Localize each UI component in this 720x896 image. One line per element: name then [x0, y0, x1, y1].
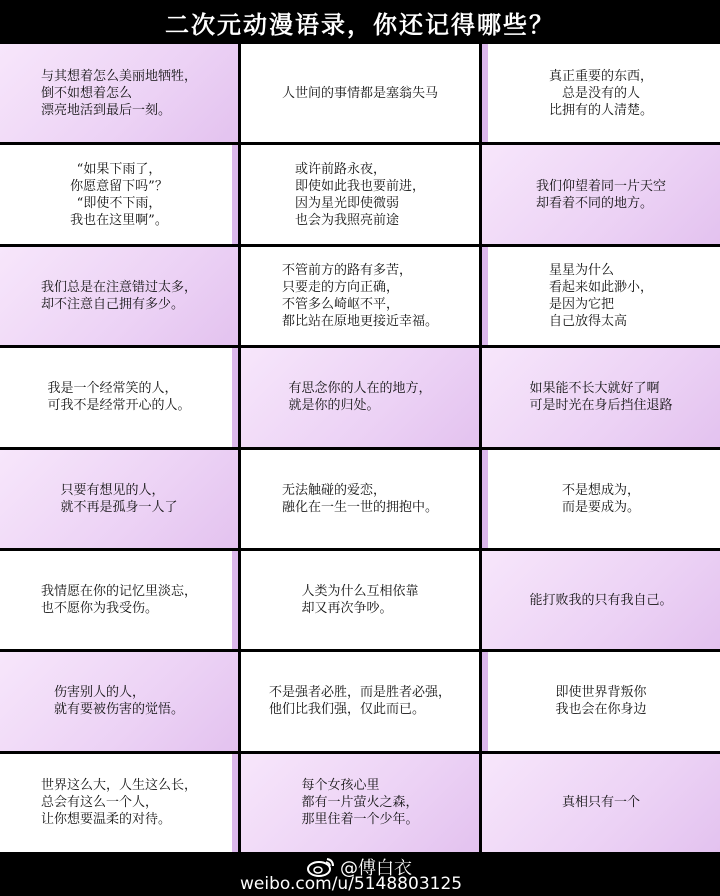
quote-card	[241, 247, 479, 345]
quote-card	[241, 44, 479, 142]
quote-card	[482, 652, 720, 750]
quote-text: 即使世界背叛你 我也会在你身边	[555, 685, 647, 718]
quote-text: 无法触碰的爱恋， 融化在一生一世的拥抱中。	[281, 482, 438, 515]
quote-card	[0, 348, 238, 446]
quote-text: 我们仰望着同一片天空 却看着不同的地方。	[535, 178, 666, 211]
quote-text: 或许前路永夜， 即使如此我也要前进， 因为星光即使微弱 也会为我照亮前途	[294, 161, 425, 228]
quote-text: 世界这么大，人生这么长， 总会有这么一个人， 让你想要温柔的对待。	[40, 778, 197, 828]
quote-text: 有思念你的人在的地方， 就是你的归处。	[288, 381, 432, 414]
quote-card	[0, 450, 238, 548]
quote-text: 我们总是在注意错过太多， 却不注意自己拥有多少。	[40, 279, 197, 312]
weibo-username: @傅白衣	[340, 858, 412, 879]
quote-card	[0, 247, 238, 345]
quote-card	[482, 348, 720, 446]
quote-text: 我情愿在你的记忆里淡忘， 也不愿你为我受伤。	[40, 584, 197, 617]
quote-text: 不管前方的路有多苦， 只要走的方向正确， 不管多么崎岖不平， 都比站在原地更接近幸福。	[281, 262, 438, 329]
quote-card	[241, 348, 479, 446]
quote-text: 真相只有一个	[561, 795, 640, 811]
quote-text: 人世间的事情都是塞翁失马	[281, 85, 438, 101]
quote-card	[0, 652, 238, 750]
quote-card	[482, 754, 720, 852]
quote-text: 伤害别人的人， 就有要被伤害的觉悟。	[53, 685, 184, 718]
quote-card	[482, 44, 720, 142]
quote-grid	[0, 44, 720, 852]
quote-card	[0, 145, 238, 243]
quote-text: 不是强者必胜，而是胜者必强， 他们比我们强，仅此而已。	[268, 685, 451, 718]
quote-text: “如果下雨了， 你愿意留下吗”？ “即使不下雨， 我也在这里啊”。	[70, 161, 168, 228]
quote-card	[482, 145, 720, 243]
quote-card	[0, 44, 238, 142]
quote-text: 与其想着怎么美丽地牺牲， 倒不如想着怎么 漂亮地活到最后一刻。	[40, 68, 197, 118]
quote-text: 星星为什么 看起来如此渺小， 是因为它把 自己放得太高	[548, 262, 653, 329]
quote-text: 人类为什么互相依靠 却又再次争吵。	[301, 584, 419, 617]
quote-card	[241, 652, 479, 750]
quote-text: 不是想成为， 而是要成为。	[561, 482, 640, 515]
quote-card	[482, 551, 720, 649]
quote-card	[482, 247, 720, 345]
quote-text: 只要有想见的人， 就不再是孤身一人了	[60, 482, 178, 515]
quote-card	[482, 450, 720, 548]
quote-text: 能打败我的只有我自己。	[529, 592, 673, 608]
quote-card	[0, 551, 238, 649]
quote-text: 真正重要的东西， 总是没有的人 比拥有的人清楚。	[548, 68, 653, 118]
quote-card	[241, 754, 479, 852]
quote-card	[0, 754, 238, 852]
quote-text: 每个女孩心里 都有一片萤火之森， 那里住着一个少年。	[301, 778, 419, 828]
quote-card	[241, 450, 479, 548]
quote-card	[241, 551, 479, 649]
quote-text: 我是一个经常笑的人， 可我不是经常开心的人。	[47, 381, 191, 414]
watermark-footer	[0, 852, 720, 896]
weibo-url: weibo.com/u/5148803125	[240, 874, 463, 894]
page-title: 二次元动漫语录，你还记得哪些？	[0, 0, 720, 44]
quote-card	[241, 145, 479, 243]
quote-text: 如果能不长大就好了啊 可是时光在身后挡住退路	[529, 381, 673, 414]
